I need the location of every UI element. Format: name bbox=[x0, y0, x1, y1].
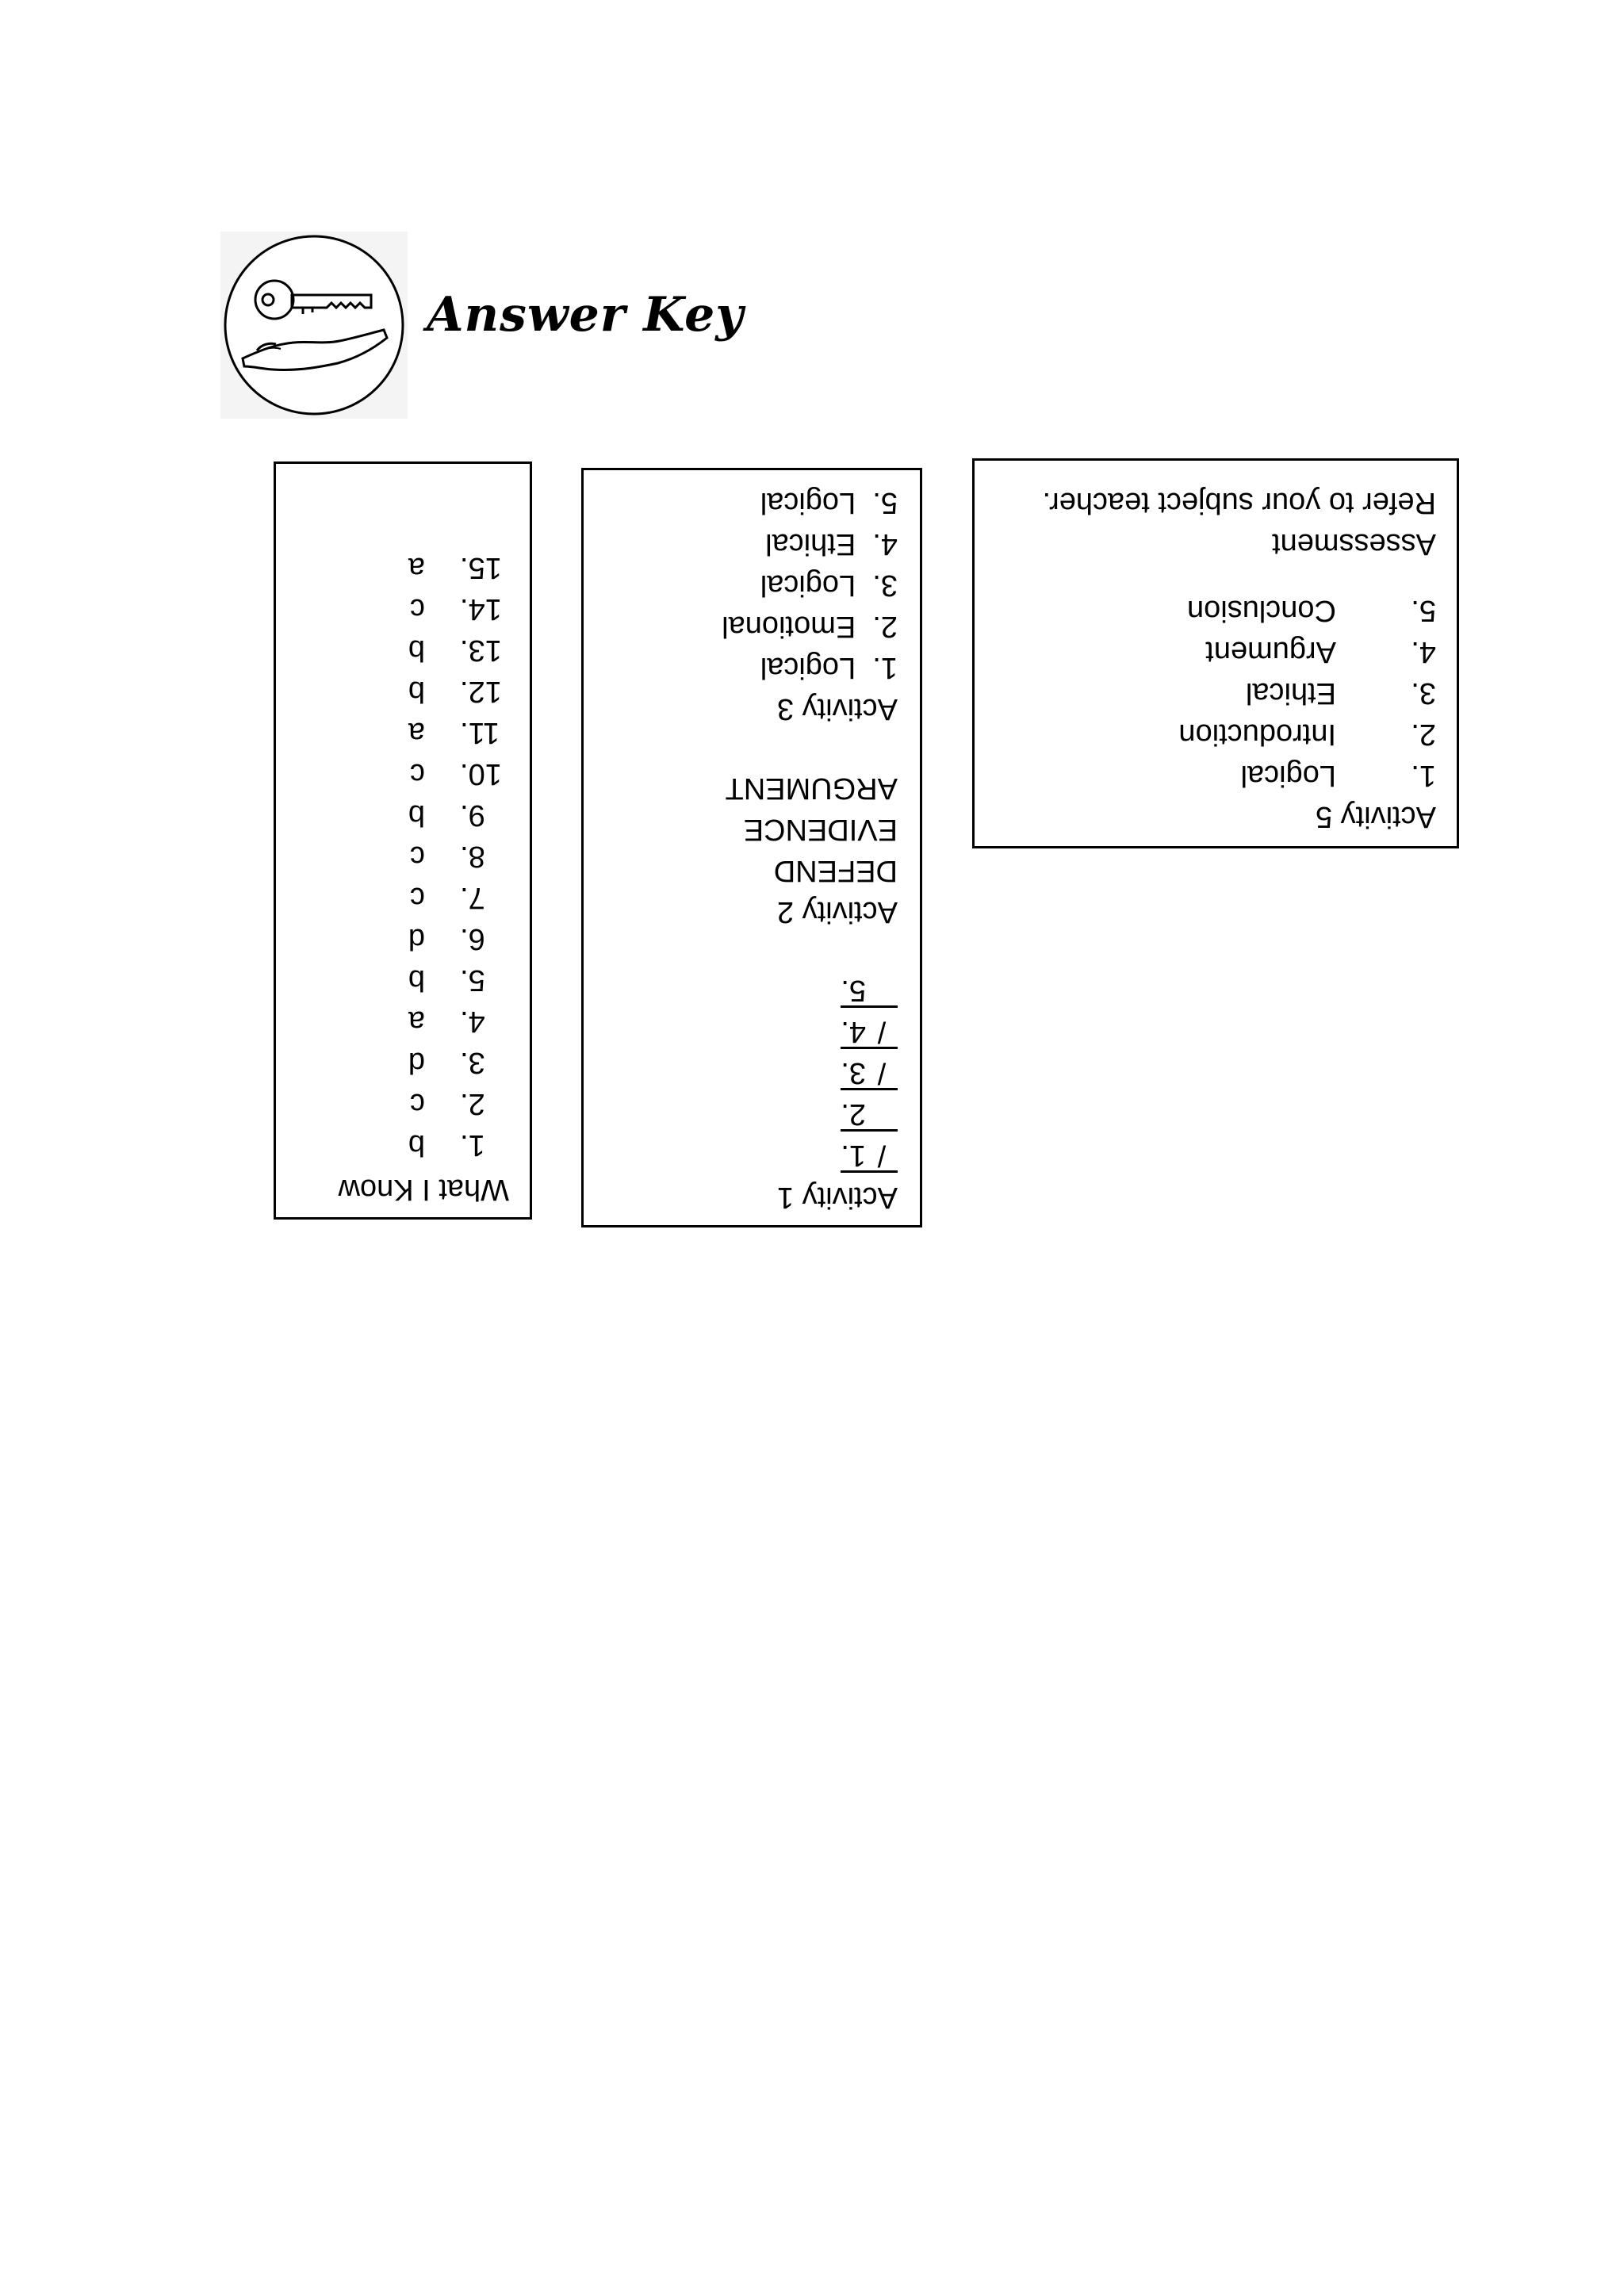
activity5-num-4: 4. bbox=[1411, 635, 1436, 668]
what-i-know-heading: What I Know bbox=[338, 1173, 509, 1206]
activity1-mark-3: / bbox=[877, 1056, 887, 1090]
activity1-item-3 bbox=[841, 1058, 898, 1090]
wik-num-10: 10. bbox=[460, 757, 502, 791]
wik-ans-9: b bbox=[408, 798, 425, 832]
wik-ans-5: b bbox=[408, 963, 425, 997]
answer-key-logo bbox=[220, 232, 408, 419]
wik-num-13: 13. bbox=[460, 634, 502, 667]
activity1-mark-4: / bbox=[877, 1015, 887, 1048]
activity3-heading: Activity 3 bbox=[776, 692, 898, 726]
wik-ans-3: d bbox=[408, 1046, 425, 1079]
wik-ans-10: c bbox=[410, 757, 425, 791]
wik-ans-6: d bbox=[408, 922, 425, 956]
wik-ans-7: c bbox=[410, 881, 425, 914]
activity2-heading: Activity 2 bbox=[776, 895, 898, 929]
activity5-num-2: 2. bbox=[1411, 718, 1436, 751]
activity3-item-5: 5. Logical bbox=[760, 486, 898, 519]
activity5-heading: Activity 5 bbox=[1315, 800, 1436, 833]
what-i-know-content bbox=[276, 464, 530, 1217]
activities-1-3-box bbox=[581, 468, 922, 1227]
wik-num-9: 9. bbox=[460, 798, 485, 832]
activity1-num-1: 1. bbox=[841, 1140, 898, 1173]
assessment-text: Refer to your subject teacher. bbox=[1042, 486, 1436, 519]
activity5-num-3: 3. bbox=[1411, 676, 1436, 710]
activity1-item-1 bbox=[841, 1140, 898, 1173]
activity1-num-5: 5. bbox=[841, 975, 898, 1008]
wik-ans-2: c bbox=[410, 1087, 425, 1120]
activity5-ans-5: Conclusion bbox=[1187, 594, 1336, 627]
activity5-ans-3: Ethical bbox=[1245, 676, 1336, 710]
wik-num-2: 2. bbox=[460, 1087, 485, 1120]
activity1-item-2 bbox=[841, 1099, 898, 1132]
activity1-mark-1: / bbox=[877, 1139, 887, 1172]
activity1-num-2: 2. bbox=[841, 1099, 898, 1132]
wik-ans-1: b bbox=[408, 1128, 425, 1162]
page-title: Answer Key bbox=[427, 287, 745, 343]
wik-num-7: 7. bbox=[460, 881, 485, 914]
activity5-ans-4: Argument bbox=[1205, 635, 1336, 668]
activity1-num-4: 4. bbox=[841, 1017, 898, 1049]
activity1-item-4 bbox=[841, 1017, 898, 1049]
activity3-item-1: 1. Logical bbox=[760, 651, 898, 684]
wik-ans-8: c bbox=[410, 840, 425, 873]
activity1-item-5 bbox=[841, 975, 898, 1008]
activity5-ans-2: Introduction bbox=[1178, 718, 1336, 751]
activity1-heading: Activity 1 bbox=[776, 1181, 898, 1214]
wik-ans-12: b bbox=[408, 675, 425, 708]
wik-num-3: 3. bbox=[460, 1046, 485, 1079]
wik-num-11: 11. bbox=[460, 716, 500, 749]
activity5-assessment-box bbox=[972, 458, 1459, 848]
activity5-ans-1: Logical bbox=[1240, 759, 1336, 792]
wik-num-1: 1. bbox=[460, 1128, 485, 1162]
activity3-item-3: 3. Logical bbox=[760, 569, 898, 602]
wik-num-14: 14. bbox=[460, 592, 502, 626]
wik-num-15: 15. bbox=[460, 551, 502, 584]
wik-ans-15: a bbox=[408, 551, 425, 584]
activity2-word-3: ARGUMENT bbox=[725, 772, 898, 805]
wik-num-8: 8. bbox=[460, 840, 485, 873]
wik-num-4: 4. bbox=[460, 1005, 485, 1038]
what-i-know-box bbox=[274, 461, 532, 1220]
activity2-word-2: EVIDENCE bbox=[743, 813, 898, 846]
activity5-num-1: 1. bbox=[1411, 759, 1436, 792]
activity3-item-2: 2. Emotional bbox=[722, 610, 898, 643]
wik-ans-4: a bbox=[408, 1005, 425, 1038]
wik-ans-11: a bbox=[408, 716, 425, 749]
key-in-hand-icon bbox=[220, 232, 408, 419]
activity5-assessment-content bbox=[975, 461, 1457, 846]
wik-num-5: 5. bbox=[460, 963, 485, 997]
assessment-heading: Assessment bbox=[1272, 527, 1436, 561]
wik-ans-13: b bbox=[408, 634, 425, 667]
wik-ans-14: c bbox=[410, 592, 425, 626]
activity5-num-5: 5. bbox=[1411, 594, 1436, 627]
wik-num-6: 6. bbox=[460, 922, 485, 956]
wik-num-12: 12. bbox=[460, 675, 502, 708]
activity2-word-1: DEFEND bbox=[773, 854, 898, 887]
activities-1-3-content bbox=[584, 470, 920, 1225]
activity1-num-3: 3. bbox=[841, 1058, 898, 1090]
activity3-item-4: 4. Ethical bbox=[765, 527, 898, 561]
